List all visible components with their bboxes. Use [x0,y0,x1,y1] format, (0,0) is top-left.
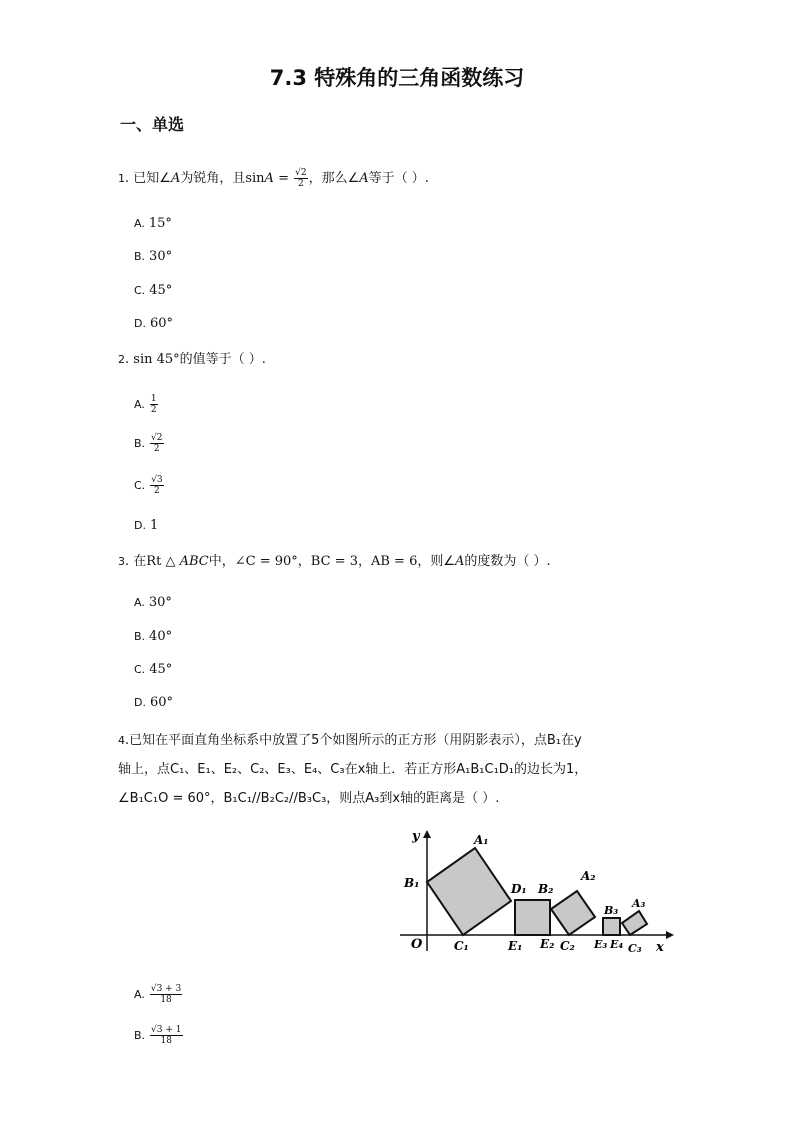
page-title: 7.3 特殊角的三角函数练习 [269,66,525,90]
label-a3: A₃ [632,897,646,910]
fraction: $\frac{√2}{2}$ [295,168,307,189]
label-e2: E₂ [540,937,555,951]
label-x: x [656,940,664,955]
section-heading: 一、单选 [120,115,185,134]
q4-option-b[interactable]: B. $\frac{√3 + 1}{18}$ [134,1025,182,1046]
label-b3: B₃ [604,904,619,917]
question-2: 2. sin 45°的值等于（ ）. [118,352,266,367]
q2-option-a[interactable]: A. $\frac{1}{2}$ [134,394,157,415]
label-e1: E₁ [508,939,523,953]
q1-option-d[interactable]: D. 60° [134,316,174,331]
label-a1: A₁ [474,833,489,847]
label-c1: C₁ [454,939,469,953]
q2-option-b[interactable]: B. $\frac{√2}{2}$ [134,433,163,454]
q1-option-a[interactable]: A. 15° [134,216,172,231]
question-4-line-1: 4.已知在平面直角坐标系中放置了5个如图所示的正方形（用阴影表示），点B₁在y [118,733,582,748]
question-number: 2 [118,353,125,366]
label-y: y [412,829,420,844]
square-a2b2c2 [551,891,595,935]
q4-option-a[interactable]: A. $\frac{√3 + 3}{18}$ [134,984,182,1005]
question-4-line-2: 轴上，点C₁、E₁、E₂、C₂、E₃、E₄、C₃在x轴上．若正方形A₁B₁C₁D₁的边长为1， [118,762,588,777]
q2-option-c[interactable]: C. $\frac{√3}{2}$ [134,475,163,496]
square-a3c3 [622,911,647,935]
q3-option-b[interactable]: B. 40° [134,629,173,644]
q3-option-d[interactable]: D. 60° [134,695,174,710]
y-axis-arrow-icon [423,830,431,838]
question-3: 3. 在Rt △ ABC中，∠C = 90°，BC = 3，AB = 6，则∠A的度数为（ ）. [118,554,551,569]
label-b1: B₁ [404,876,420,890]
q1-option-b[interactable]: B. 30° [134,249,173,264]
q3-option-c[interactable]: C. 45° [134,662,173,677]
question-4-line-3: ∠B₁C₁O = 60°，B₁C₁//B₂C₂//B₃C₃，则点A₃到x轴的距离是（ ）. [118,791,500,806]
question-number: 1 [118,172,125,185]
label-e4: E₄ [610,938,624,951]
squares-figure [396,826,676,956]
label-a2: A₂ [581,869,596,883]
label-e3: E₃ [594,938,608,951]
label-c3: C₃ [628,942,642,955]
label-c2: C₂ [560,939,575,953]
label-b2: B₂ [538,882,554,896]
x-axis-arrow-icon [666,931,674,939]
q2-option-d[interactable]: D. 1 [134,518,159,533]
q1-option-c[interactable]: C. 45° [134,283,173,298]
square-b3-e3 [603,918,620,935]
question-number: 3 [118,555,125,568]
label-o: O [411,937,423,952]
q3-option-a[interactable]: A. 30° [134,595,172,610]
question-1: 1. 已知∠A为锐角，且sinA = $\frac{√2}{2}$ ，那么∠A等于（ ）. [118,168,429,189]
label-d1: D₁ [511,882,527,896]
square-a1b1c1d1 [427,848,511,935]
square-d1-e1 [515,900,550,935]
